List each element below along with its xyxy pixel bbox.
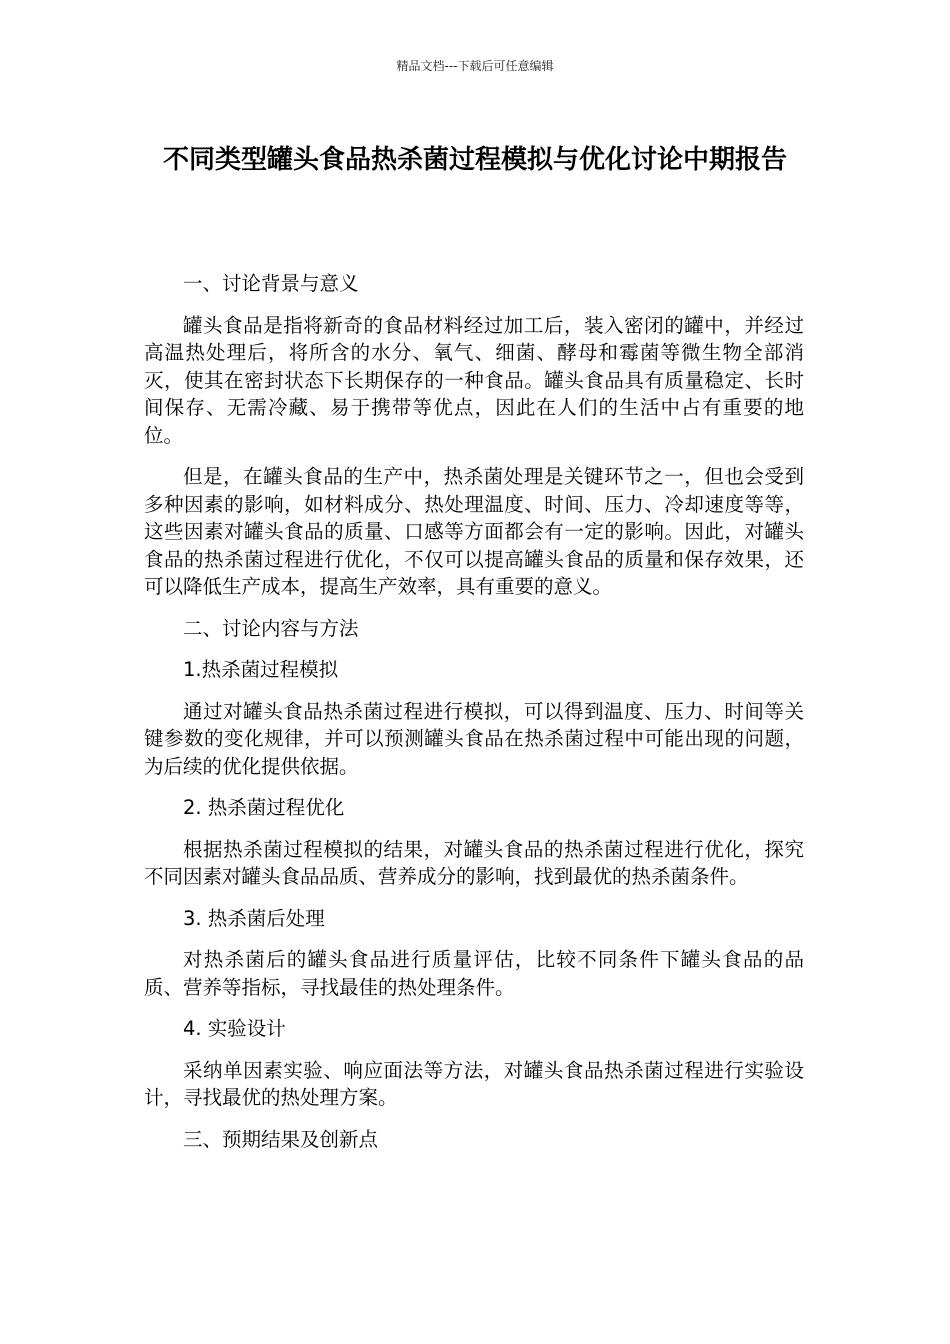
- subheading-simulation: 1.热杀菌过程模拟: [183, 658, 339, 681]
- paragraph-post-processing: 对热杀菌后的罐头食品进行质量评估，比较不同条件下罐头食品的品质、营养等指标，寻找最佳的热处理条件。: [144, 948, 804, 999]
- paragraph-simulation: 通过对罐头食品热杀菌过程进行模拟，可以得到温度、压力、时间等关键参数的变化规律，并可以预测罐头食品在热杀菌过程中可能出现的问题，为后续的优化提供依据。: [144, 699, 804, 778]
- section-heading-content-methods: 二、讨论内容与方法: [183, 616, 359, 640]
- subheading-experiment-design: 4. 实验设计: [183, 1017, 286, 1040]
- section-heading-expected-results: 三、预期结果及创新点: [183, 1127, 379, 1151]
- subheading-post-processing: 3. 热杀菌后处理: [183, 906, 325, 930]
- paragraph-optimization: 根据热杀菌过程模拟的结果，对罐头食品的热杀菌过程进行优化，探究不同因素对罐头食品品质、营养成分的影响，找到最优的热杀菌条件。: [144, 837, 804, 888]
- document-title: 不同类型罐头食品热杀菌过程模拟与优化讨论中期报告: [162, 145, 787, 175]
- section-heading-background: 一、讨论背景与意义: [183, 272, 359, 295]
- paragraph-background-2: 但是，在罐头食品的生产中，热杀菌处理是关键环节之一，但也会受到多种因素的影响，如材料成分、热处理温度、时间、压力、冷却速度等等，这些因素对罐头食品的质量、口感等方面都会有一定的影响。因此，对罐头食品的热杀菌过程进行优化，不仅可以提高罐头食品的质量和保存效果，还可以降低生产成本，提高生产效率，具有重要的意义。: [144, 465, 804, 598]
- header-note: 精品文档---下载后可任意编辑: [396, 59, 554, 73]
- document-body: [144, 270, 804, 1167]
- paragraph-background-1: 罐头食品是指将新奇的食品材料经过加工后，装入密闭的罐中，并经过高温热处理后，将所含的水分、氧气、细菌、酵母和霉菌等微生物全部消灭，使其在密封状态下长期保存的一种食品。罐头食品具有质量稳定、长时间保存、无需冷藏、易于携带等优点，因此在人们的生活中占有重要的地位。: [144, 313, 804, 447]
- paragraph-experiment-design: 采纳单因素实验、响应面法等方法，对罐头食品热杀菌过程进行实验设计，寻找最优的热处理方案。: [144, 1058, 804, 1109]
- subheading-optimization: 2. 热杀菌过程优化: [183, 796, 345, 819]
